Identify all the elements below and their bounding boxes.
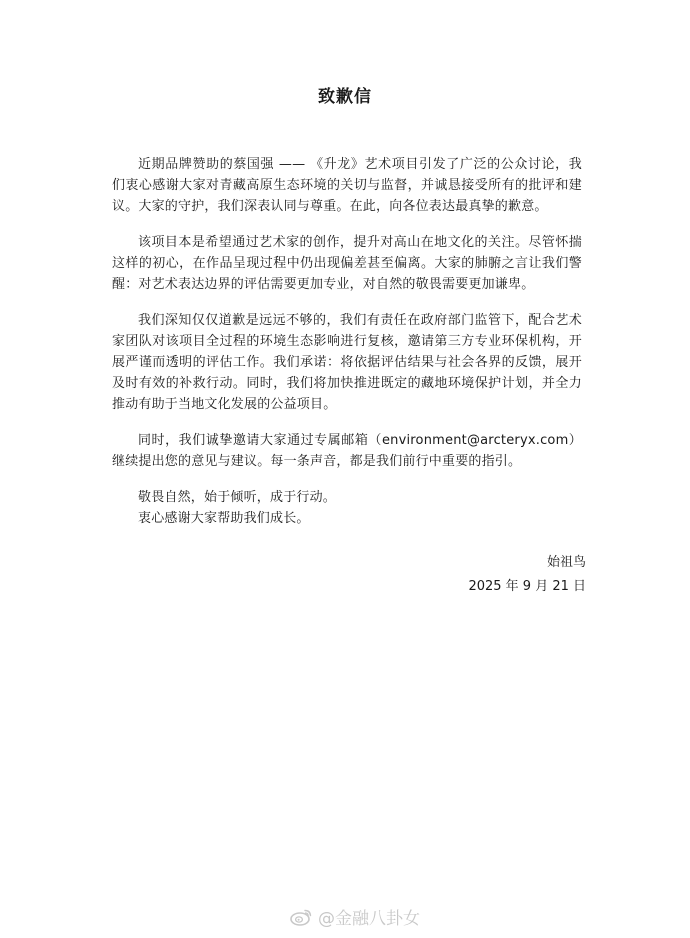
weibo-icon <box>290 908 312 926</box>
signature-block <box>468 551 586 599</box>
signature-date: 2025 年 9 月 21 日 <box>468 579 586 594</box>
paragraph-4: 同时，我们诚挚邀请大家通过专属邮箱（environment@arcteryx.com）继续提出您的意见与建议。每一条声音，都是我们前行中重要的指引。 <box>112 433 582 469</box>
letter-body <box>112 154 582 529</box>
paragraph-1: 近期品牌赞助的蔡国强 —— 《升龙》艺术项目引发了广泛的公众讨论，我们衷心感谢大家对青藏高原生态环境的关切与监督，并诚恳接受所有的批评和建议。大家的守护，我们深表认同与尊重。在此，向各位表达最真挚的歉意。 <box>112 157 582 214</box>
paragraph-3: 我们深知仅仅道歉是远远不够的，我们有责任在政府部门监管下，配合艺术家团队对该项目全过程的环境生态影响进行复核，邀请第三方专业环保机构，开展严谨而透明的评估工作。我们承诺：将依据评估结果与社会各界的反馈，展开及时有效的补救行动。同时，我们将加快推进既定的藏地环境保护计划，并全力推动有助于当地文化发展的公益项目。 <box>112 313 582 412</box>
paragraph-2: 该项目本是希望通过艺术家的创作，提升对高山在地文化的关注。尽管怀揣这样的初心，在作品呈现过程中仍出现偏差甚至偏离。大家的肺腑之言让我们警醒：对艺术表达边界的评估需要更加专业，对自然的敬畏需要更加谦卑。 <box>112 235 582 292</box>
closing-line-1: 敬畏自然，始于倾听，成于行动。 <box>138 490 337 505</box>
letter-title: 致歉信 <box>318 87 372 107</box>
signature-name: 始祖鸟 <box>546 555 586 570</box>
watermark-text: @金融八卦女 <box>318 909 420 929</box>
watermark <box>290 904 420 929</box>
closing-line-2: 衷心感谢大家帮助我们成长。 <box>138 511 310 526</box>
closing-lines <box>112 487 582 529</box>
